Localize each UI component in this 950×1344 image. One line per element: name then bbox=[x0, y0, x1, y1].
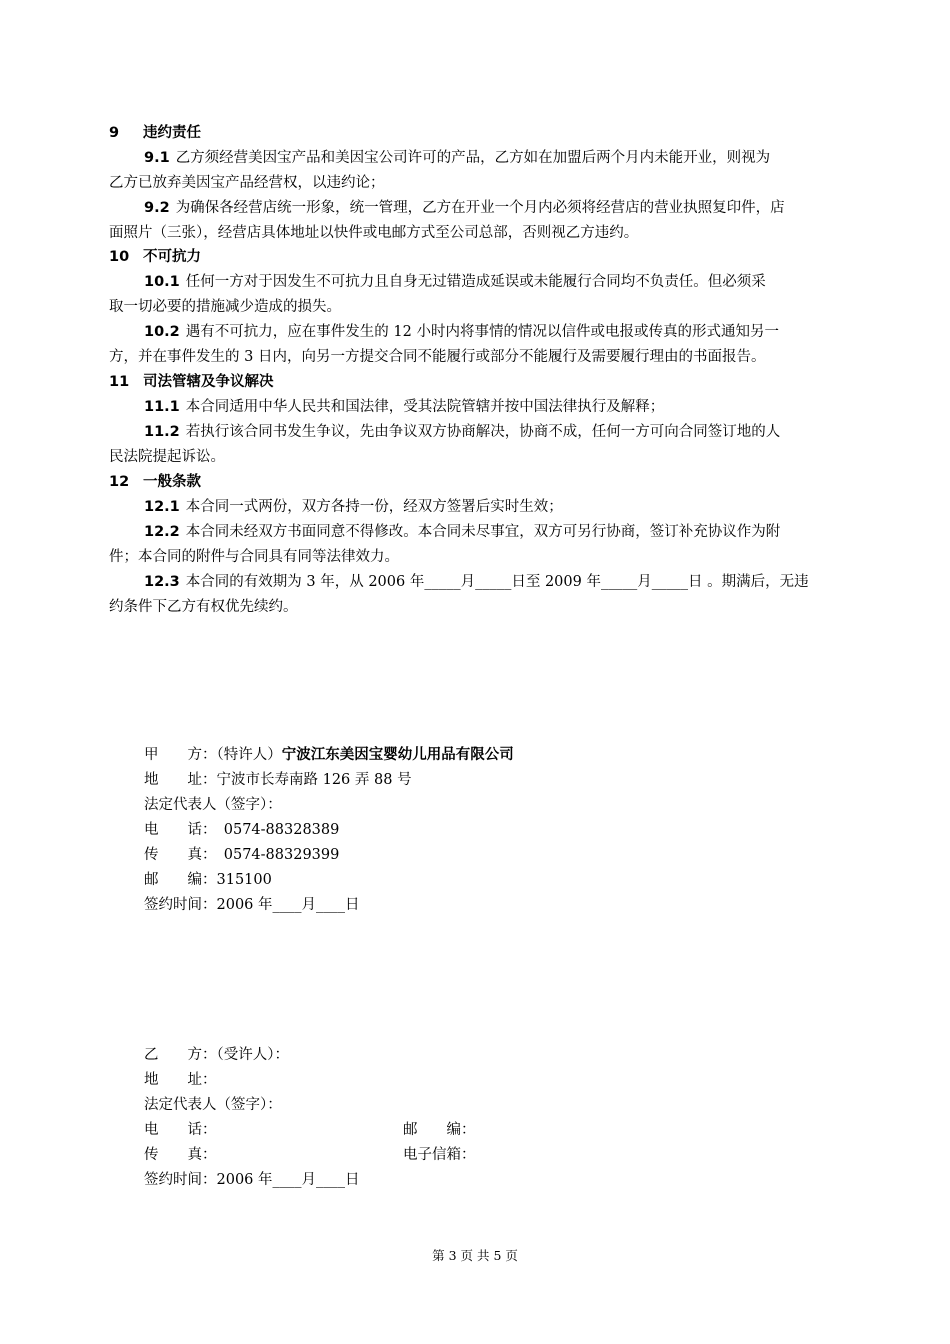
party-b-line bbox=[144, 1043, 289, 1068]
postcode-label: 邮 编： bbox=[144, 872, 217, 888]
clause-12-3-cont: 约条件下乙方有权优先续约。 bbox=[109, 599, 298, 615]
clause-12-1 bbox=[144, 495, 860, 520]
email-label: 电子信箱： bbox=[403, 1147, 476, 1163]
party-b-date-line bbox=[144, 1168, 360, 1193]
fax-label: 传 真： bbox=[144, 1147, 217, 1163]
party-a-date-line bbox=[144, 893, 360, 918]
fax-value: 0574-88329399 bbox=[209, 847, 340, 863]
phone-value: 0574-88328389 bbox=[209, 822, 340, 838]
clause-number: 10.2 bbox=[144, 324, 180, 340]
clause-number: 9.1 bbox=[144, 150, 170, 166]
clause-9-1-cont: 乙方已放弃美因宝产品经营权，以违约论； bbox=[109, 175, 385, 191]
clause-number: 11.2 bbox=[144, 424, 180, 440]
party-b-postcode-line bbox=[403, 1118, 476, 1143]
date-value: 2006 年____月____日 bbox=[216, 897, 360, 913]
party-b-label: 乙 方： bbox=[144, 1047, 217, 1063]
clause-number: 11.1 bbox=[144, 399, 180, 415]
date-value: 2006 年____月____日 bbox=[216, 1172, 360, 1188]
clause-11-2-cont: 民法院提起诉讼。 bbox=[109, 449, 225, 465]
address-label: 地 址： bbox=[144, 772, 217, 788]
party-b-role: （受许人）： bbox=[216, 1047, 289, 1063]
clause-9-1 bbox=[144, 146, 860, 171]
clause-number: 12.2 bbox=[144, 524, 180, 540]
section-title: 一般条款 bbox=[143, 474, 201, 490]
party-a-address-line bbox=[144, 768, 412, 793]
clause-12-3 bbox=[144, 570, 860, 595]
address-label: 地 址： bbox=[144, 1072, 217, 1088]
section-9-heading bbox=[109, 121, 859, 146]
fax-label: 传 真： bbox=[144, 847, 210, 863]
clause-number: 12.3 bbox=[144, 574, 180, 590]
phone-label: 电 话： bbox=[144, 1122, 217, 1138]
address-value: 宁波市长寿南路 126 弄 88 号 bbox=[216, 772, 412, 788]
postcode-value: 315100 bbox=[216, 872, 272, 888]
section-11-heading bbox=[109, 370, 859, 395]
party-a-label: 甲 方： bbox=[144, 747, 217, 763]
clause-text: 遇有不可抗力，应在事件发生的 12 小时内将事情的情况以信件或电报或传真的形式通知另一 bbox=[185, 324, 779, 340]
clause-11-1 bbox=[144, 395, 860, 420]
clause-number: 9.2 bbox=[144, 200, 170, 216]
clause-text: 乙方须经营美因宝产品和美因宝公司许可的产品，乙方如在加盟后两个月内未能开业，则视为 bbox=[175, 150, 771, 166]
party-b-address-line bbox=[144, 1068, 217, 1093]
date-label: 签约时间： bbox=[144, 897, 217, 913]
party-a-line bbox=[144, 743, 514, 768]
party-a-rep-line bbox=[144, 793, 282, 818]
party-a-fax-line bbox=[144, 843, 339, 868]
clause-11-2 bbox=[144, 420, 860, 445]
clause-9-2 bbox=[144, 196, 860, 221]
representative-label: 法定代表人（签字）： bbox=[144, 797, 282, 813]
clause-12-2-cont: 件；本合同的附件与合同具有同等法律效力。 bbox=[109, 549, 399, 565]
page-footer: 第 3 页 共 5 页 bbox=[432, 1248, 518, 1263]
section-title: 不可抗力 bbox=[143, 249, 201, 265]
postcode-label: 邮 编： bbox=[403, 1122, 476, 1138]
party-a-company: 宁波江东美因宝婴幼儿用品有限公司 bbox=[281, 747, 514, 763]
party-a-phone-line bbox=[144, 818, 339, 843]
clause-10-1 bbox=[144, 270, 860, 295]
section-number: 9 bbox=[109, 125, 120, 141]
clause-text: 本合同一式两份，双方各持一份，经双方签署后实时生效； bbox=[185, 499, 563, 515]
party-b-phone-line bbox=[144, 1118, 217, 1143]
clause-text: 若执行该合同书发生争议，先由争议双方协商解决，协商不成，任何一方可向合同签订地的人 bbox=[185, 424, 781, 440]
clause-text: 本合同未经双方书面同意不得修改。本合同未尽事宜，双方可另行协商，签订补充协议作为附 bbox=[185, 524, 781, 540]
section-10-heading bbox=[109, 245, 859, 270]
party-b-rep-line bbox=[144, 1093, 282, 1118]
party-a-role: （特许人） bbox=[216, 747, 282, 763]
clause-9-2-cont: 面照片（三张），经营店具体地址以快件或电邮方式至公司总部，否则视乙方违约。 bbox=[109, 225, 639, 241]
section-title: 司法管辖及争议解决 bbox=[143, 374, 274, 390]
clause-number: 12.1 bbox=[144, 499, 180, 515]
section-number: 11 bbox=[109, 374, 130, 390]
clause-12-2 bbox=[144, 520, 860, 545]
clause-10-2-cont: 方，并在事件发生的 3 日内，向另一方提交合同不能履行或部分不能履行及需要履行理由的书面报告。 bbox=[109, 349, 766, 365]
clause-text: 本合同适用中华人民共和国法律，受其法院管辖并按中国法律执行及解释； bbox=[185, 399, 665, 415]
clause-number: 10.1 bbox=[144, 274, 180, 290]
clause-10-1-cont: 取一切必要的措施减少造成的损失。 bbox=[109, 299, 341, 315]
party-b-fax-line bbox=[144, 1143, 217, 1168]
clause-text: 为确保各经营店统一形象，统一管理，乙方在开业一个月内必须将经营店的营业执照复印件，店 bbox=[175, 200, 785, 216]
section-12-heading bbox=[109, 470, 859, 495]
phone-label: 电 话： bbox=[144, 822, 210, 838]
section-number: 10 bbox=[109, 249, 130, 265]
clause-10-2 bbox=[144, 320, 860, 345]
clause-text: 本合同的有效期为 3 年，从 2006 年_____月_____日至 2009 年_____月_____日 。期满后，无违 bbox=[185, 574, 809, 590]
representative-label: 法定代表人（签字）： bbox=[144, 1097, 282, 1113]
party-a-postcode-line bbox=[144, 868, 272, 893]
section-number: 12 bbox=[109, 474, 130, 490]
party-b-email-line bbox=[403, 1143, 476, 1168]
section-title: 违约责任 bbox=[143, 125, 201, 141]
clause-text: 任何一方对于因发生不可抗力且自身无过错造成延误或未能履行合同均不负责任。但必须采 bbox=[185, 274, 766, 290]
date-label: 签约时间： bbox=[144, 1172, 217, 1188]
